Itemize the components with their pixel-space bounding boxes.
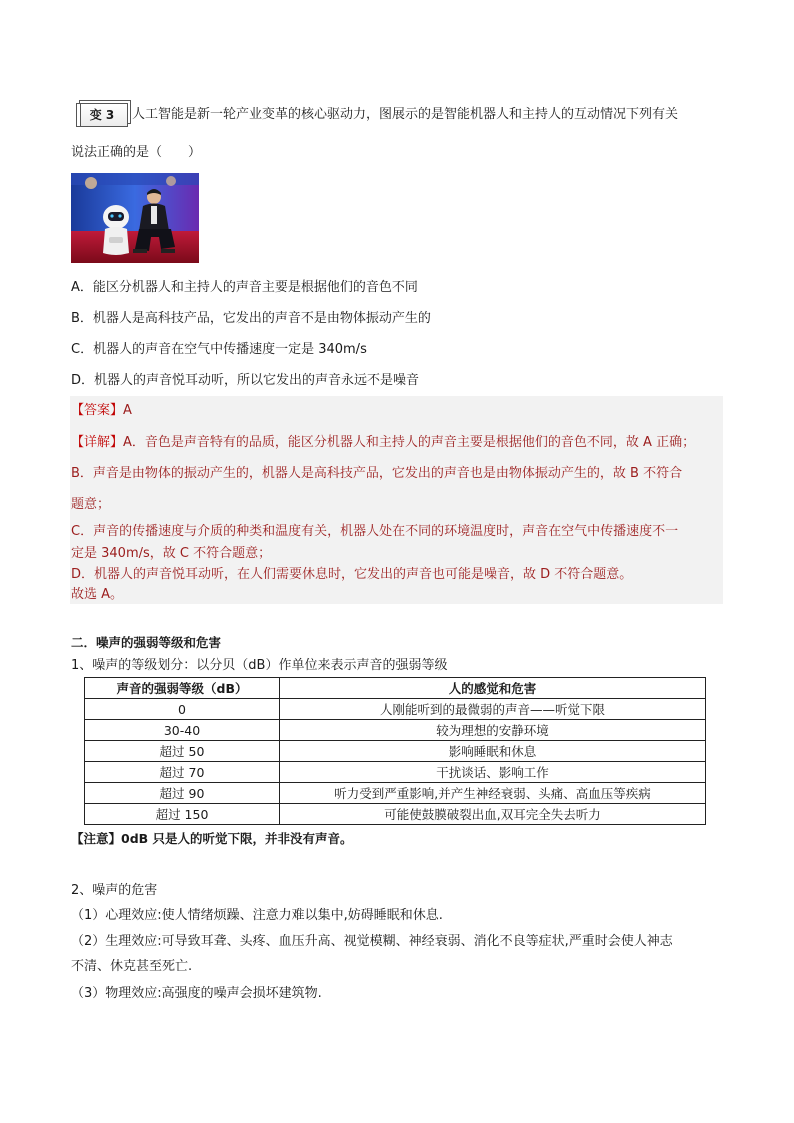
table-row (85, 783, 706, 804)
detail-line-b: B．声音是由物体的振动产生的，机器人是高科技产品，它发出的声音也是由物体振动产生的，故 B 不符合 (71, 466, 683, 481)
grade-intro: 1、噪声的等级划分：以分贝（dB）作单位来表示声音的强弱等级 (71, 658, 448, 673)
answer-value: A (123, 403, 132, 418)
table-cell-effect: 影响睡眠和休息 (280, 741, 706, 762)
note: 【注意】0dB 只是人的听觉下限，并非没有声音。 (71, 831, 353, 846)
effect-physical: （3）物理效应:高强度的噪声会损坏建筑物. (71, 986, 322, 1001)
table-cell-effect: 可能使鼓膜破裂出血,双耳完全失去听力 (280, 804, 706, 825)
table-row (85, 804, 706, 825)
detail-text-a: A．音色是声音特有的品质，能区分机器人和主持人的声音主要是根据他们的音色不同，故 A 正确； (123, 435, 696, 450)
table-header-row (85, 678, 706, 699)
option-b: B．机器人是高科技产品，它发出的声音不是由物体振动产生的 (71, 311, 431, 326)
table-row (85, 741, 706, 762)
table-cell-effect: 人刚能听到的最微弱的声音——听觉下限 (280, 699, 706, 720)
table-cell-level: 超过 50 (85, 741, 280, 762)
section-heading: 二．噪声的强弱等级和危害 (71, 635, 222, 650)
table-row (85, 720, 706, 741)
table-cell-level: 30-40 (85, 720, 280, 741)
question-stem-line1: 人工智能是新一轮产业变革的核心驱动力，图展示的是智能机器人和主持人的互动情况下列有关 (132, 107, 679, 122)
answer-label: 【答案】 (71, 403, 124, 418)
detail-line-c-cont: 定是 340m/s，故 C 不符合题意； (71, 546, 272, 561)
effect-physiological-cont: 不清、休克甚至死亡. (71, 959, 193, 974)
robot-host-photo (71, 173, 199, 263)
noise-level-table (84, 677, 706, 825)
table-header-effect: 人的感觉和危害 (280, 678, 706, 699)
table-cell-level: 超过 70 (85, 762, 280, 783)
answer-line (71, 402, 132, 420)
table-cell-effect: 干扰谈话、影响工作 (280, 762, 706, 783)
detail-line-d: D．机器人的声音悦耳动听，在人们需要休息时，它发出的声音也可能是噪音，故 D 不符合题意。 (71, 567, 633, 582)
effect-physiological: （2）生理效应:可导致耳聋、头疼、血压升高、视觉模糊、神经衰弱、消化不良等症状,严重时会使人神志 (71, 934, 673, 949)
detail-line-a (71, 434, 723, 452)
table-cell-level: 0 (85, 699, 280, 720)
effect-psychological: （1）心理效应:使人情绪烦躁、注意力难以集中,妨碍睡眠和休息. (71, 908, 443, 923)
table-row (85, 699, 706, 720)
detail-line-c: C．声音的传播速度与介质的种类和温度有关，机器人处在不同的环境温度时，声音在空气中传播速度不一 (71, 524, 679, 539)
question-tag: 变 3 (76, 103, 128, 127)
detail-conclusion: 故选 A。 (71, 587, 124, 602)
option-a: A．能区分机器人和主持人的声音主要是根据他们的音色不同 (71, 280, 418, 295)
hazard-heading: 2、噪声的危害 (71, 883, 158, 898)
table-cell-effect: 听力受到严重影响,并产生神经衰弱、头痛、高血压等疾病 (280, 783, 706, 804)
detail-line-b-cont: 题意； (71, 497, 111, 512)
table-row (85, 762, 706, 783)
table-cell-level: 超过 150 (85, 804, 280, 825)
table-cell-level: 超过 90 (85, 783, 280, 804)
table-cell-effect: 较为理想的安静环境 (280, 720, 706, 741)
detail-label: 【详解】 (71, 435, 124, 450)
table-header-level: 声音的强弱等级（dB） (85, 678, 280, 699)
question-stem-line2: 说法正确的是（ ） (71, 145, 202, 160)
option-d: D．机器人的声音悦耳动听，所以它发出的声音永远不是噪音 (71, 373, 420, 388)
option-c: C．机器人的声音在空气中传播速度一定是 340m/s (71, 342, 367, 357)
